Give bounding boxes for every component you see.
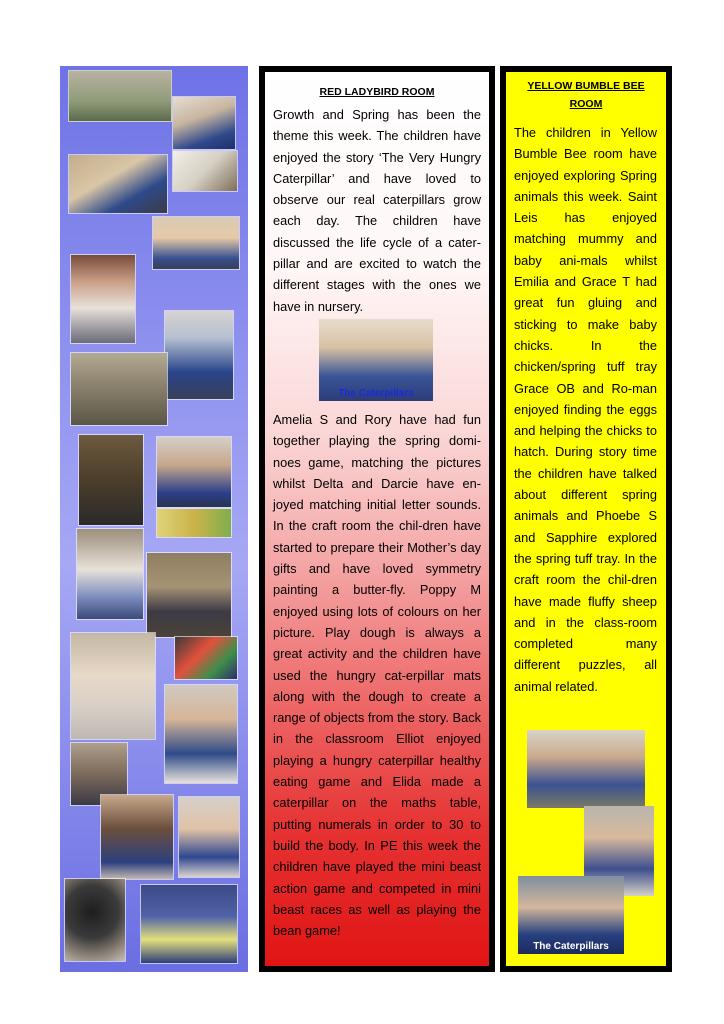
red-ladybird-content	[265, 72, 489, 966]
photo-sand-tables	[68, 70, 172, 122]
photo-child-sitting	[156, 436, 232, 508]
photo-reading-area	[70, 352, 168, 426]
photo-collage-panel	[60, 66, 248, 972]
red-room-photo-caption: The Caterpillars	[338, 388, 414, 399]
photo-climbing-net	[78, 434, 144, 526]
photo-child-hat	[70, 254, 136, 344]
yellow-room-paragraph: The children in Yellow Bumble Bee room have enjoyed exploring Spring animals this week. Saint Leis has enjoyed matching mummy and baby ani-mals whilst Emilia and Grace T had great fun gluing and sticking to make baby chicks. In the chicken/spring tuff tray Grace OB and Ro-man enjoyed finding the eggs and helping the chicks to hatch. During story time the children have talked about different spring animals and Phoebe S and Sapphire explored the spring tuff tray. In the craft room the chil-dren have made fluffy sheep and in the class-room completed many different puzzles, all animal related.	[514, 125, 657, 694]
yellow-room-photo-group	[518, 876, 624, 954]
yellow-bumble-bee-content	[506, 72, 666, 966]
photo-child-blue-jumper	[172, 96, 236, 150]
photo-child-painting	[164, 684, 238, 784]
photo-shapes-game	[70, 632, 156, 740]
photo-number-circle	[140, 884, 238, 964]
photo-girl-board	[76, 528, 144, 620]
red-room-photo	[319, 319, 433, 401]
photo-colour-tray	[174, 636, 238, 680]
photo-craft-group	[100, 794, 174, 880]
photo-counting-cards	[172, 150, 238, 192]
yellow-room-photo-caption: The Caterpillars	[533, 941, 609, 952]
red-room-paragraph-1: Growth and Spring has been the theme this week. The children have enjoyed the story ‘The Very Hungry Caterpillar’ and have loved to observe our real caterpillars grow each day. The children have discussed the life cycle of a cater-pillar and are excited to watch the different stages with the ones we have in nursery.	[273, 107, 481, 314]
red-room-heading: RED LADYBIRD ROOM	[319, 86, 435, 98]
photo-child-table	[68, 154, 168, 214]
yellow-room-heading-line-1: YELLOW BUMBLE BEE	[527, 80, 645, 92]
photo-sand-tray	[156, 508, 232, 538]
photo-two-children	[152, 216, 240, 270]
yellow-bumble-bee-panel	[500, 66, 672, 972]
yellow-room-photo-table	[527, 730, 645, 808]
photo-child-waving	[164, 310, 234, 400]
yellow-room-heading-line-2: ROOM	[569, 98, 603, 110]
photo-mirror	[64, 878, 126, 962]
red-ladybird-panel	[259, 66, 495, 972]
red-room-paragraph-2: Amelia S and Rory have had fun together playing the spring domi-noes game, matching the pictures whilst Delta and Darcie have en-joyed matching initial letter sounds. In the craft room the chil-dren have started to prepare their Mother’s day gifts and have loved symmetry painting a butter-fly. Poppy M enjoyed using lots of colours on her picture. Play dough is always a great activity and the children have used the hungry cat-erpillar mats along with the dough to create a range of objects from the story. Back in the classroom Elliot enjoyed playing a hungry caterpillar healthy eating game and Elida made a caterpillar on the maths table, putting numerals in order to 30 to build the body. In PE this week the children have played the mini beast action game and competed in mini beast races as well as playing the bean game!	[273, 412, 481, 939]
photo-playground	[146, 552, 232, 638]
photo-girl-drawing	[178, 796, 240, 878]
